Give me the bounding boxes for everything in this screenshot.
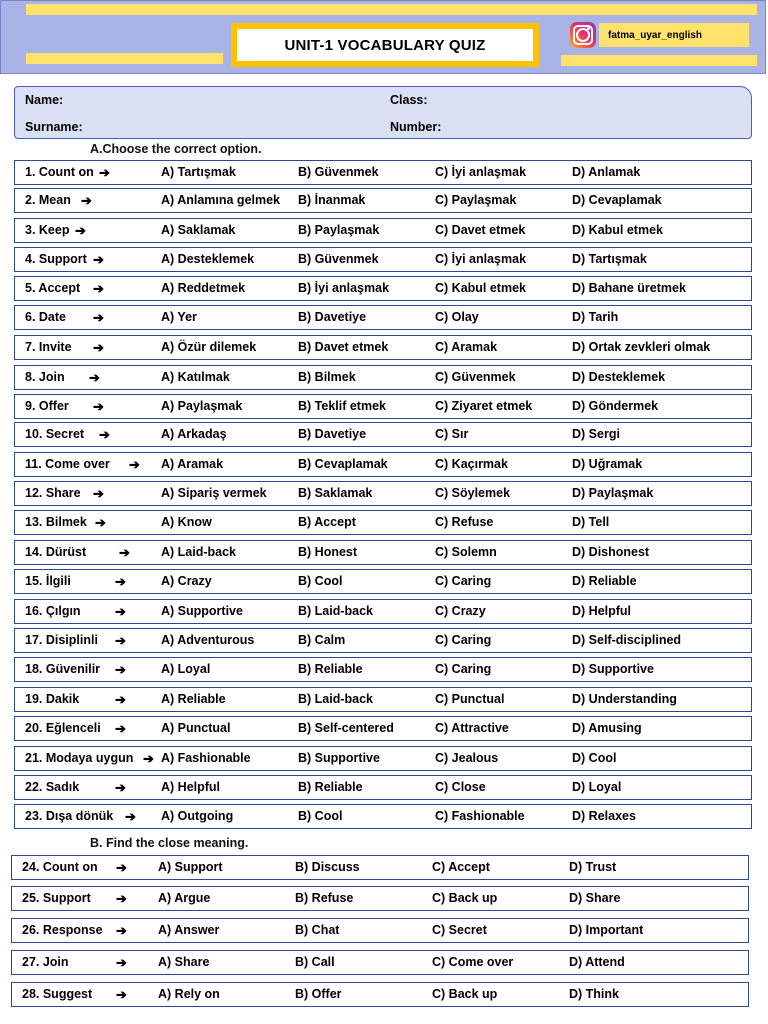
name-label: Name: xyxy=(25,93,64,107)
option-c[interactable]: C) İyi anlaşmak xyxy=(435,165,527,179)
right-arrow-icon: ➔ xyxy=(95,515,106,530)
option-c[interactable]: C) Fashionable xyxy=(435,809,525,823)
option-b[interactable]: B) Güvenmek xyxy=(298,165,379,179)
option-b[interactable]: B) Reliable xyxy=(298,662,363,676)
right-arrow-icon: ➔ xyxy=(129,457,140,472)
section-b-heading: B. Find the close meaning. xyxy=(90,836,249,850)
option-b[interactable]: B) Refuse xyxy=(295,891,354,905)
right-arrow-icon: ➔ xyxy=(116,923,127,938)
option-a[interactable]: A) Arkadaş xyxy=(161,427,227,441)
option-a[interactable]: A) Paylaşmak xyxy=(161,399,243,413)
option-c[interactable]: C) Olay xyxy=(435,310,479,324)
question-prompt: 1. Count on xyxy=(25,165,94,179)
right-arrow-icon: ➔ xyxy=(81,193,92,208)
question-prompt: 5. Accept xyxy=(25,281,81,295)
right-arrow-icon: ➔ xyxy=(119,545,130,560)
option-d[interactable]: D) Reliable xyxy=(572,574,637,588)
question-prompt: 24. Count on xyxy=(22,860,98,874)
question-prompt: 23. Dışa dönük xyxy=(25,809,114,823)
option-d[interactable]: D) Sergi xyxy=(572,427,620,441)
right-arrow-icon: ➔ xyxy=(115,574,126,589)
option-b[interactable]: B) Laid-back xyxy=(298,692,374,706)
question-prompt: 15. İlgili xyxy=(25,574,71,588)
right-arrow-icon: ➔ xyxy=(93,486,104,501)
option-c[interactable]: C) Back up xyxy=(432,987,498,1001)
option-d[interactable]: D) Göndermek xyxy=(572,399,659,413)
option-a[interactable]: A) Reddetmek xyxy=(161,281,246,295)
option-d[interactable]: D) Dishonest xyxy=(572,545,650,559)
option-a[interactable]: A) Helpful xyxy=(161,780,221,794)
question-row xyxy=(14,481,752,506)
option-b[interactable]: B) Supportive xyxy=(298,751,380,765)
option-b[interactable]: B) Davet etmek xyxy=(298,340,389,354)
option-a[interactable]: A) Yer xyxy=(161,310,197,324)
question-row xyxy=(14,804,752,829)
option-b[interactable]: B) Honest xyxy=(298,545,358,559)
question-row xyxy=(14,510,752,535)
option-c[interactable]: C) İyi anlaşmak xyxy=(435,252,527,266)
right-arrow-icon: ➔ xyxy=(115,604,126,619)
question-row xyxy=(11,886,749,911)
option-c[interactable]: C) Caring xyxy=(435,662,492,676)
option-a[interactable]: A) Know xyxy=(161,515,212,529)
question-row xyxy=(14,569,752,594)
option-d[interactable]: D) Relaxes xyxy=(572,809,636,823)
question-row xyxy=(14,422,752,447)
option-b[interactable]: B) Güvenmek xyxy=(298,252,379,266)
option-b[interactable]: B) Calm xyxy=(298,633,346,647)
option-a[interactable]: A) Reliable xyxy=(161,692,226,706)
right-arrow-icon: ➔ xyxy=(116,987,127,1002)
option-c[interactable]: C) Accept xyxy=(432,860,490,874)
question-prompt: 22. Sadık xyxy=(25,780,80,794)
option-a[interactable]: A) Loyal xyxy=(161,662,211,676)
right-arrow-icon: ➔ xyxy=(115,662,126,677)
option-a[interactable]: A) Argue xyxy=(158,891,211,905)
option-a[interactable]: A) Adventurous xyxy=(161,633,255,647)
option-d[interactable]: D) Attend xyxy=(569,955,625,969)
question-row xyxy=(14,599,752,624)
question-row xyxy=(11,855,749,880)
option-c[interactable]: C) Close xyxy=(435,780,486,794)
option-d[interactable]: D) Tartışmak xyxy=(572,252,647,266)
question-prompt: 11. Come over xyxy=(25,457,110,471)
option-b[interactable]: B) İnanmak xyxy=(298,193,366,207)
number-label: Number: xyxy=(390,120,442,134)
question-row xyxy=(14,218,752,243)
question-prompt: 25. Support xyxy=(22,891,91,905)
option-a[interactable]: A) Rely on xyxy=(158,987,220,1001)
option-b[interactable]: B) Laid-back xyxy=(298,604,374,618)
question-prompt: 3. Keep xyxy=(25,223,70,237)
question-row xyxy=(14,394,752,419)
question-row xyxy=(14,657,752,682)
option-c[interactable]: C) Güvenmek xyxy=(435,370,516,384)
decorative-strip xyxy=(561,55,757,66)
decorative-strip xyxy=(26,53,223,64)
option-b[interactable]: B) Cool xyxy=(298,809,343,823)
question-prompt: 18. Güvenilir xyxy=(25,662,101,676)
section-a-heading: A.Choose the correct option. xyxy=(90,142,262,156)
option-c[interactable]: C) Sır xyxy=(435,427,469,441)
right-arrow-icon: ➔ xyxy=(125,809,136,824)
question-prompt: 4. Support xyxy=(25,252,87,266)
option-a[interactable]: A) Punctual xyxy=(161,721,231,735)
question-row xyxy=(14,365,752,390)
option-d[interactable]: D) Share xyxy=(569,891,621,905)
option-b[interactable]: B) Call xyxy=(295,955,335,969)
right-arrow-icon: ➔ xyxy=(93,340,104,355)
question-row xyxy=(14,188,752,213)
question-row xyxy=(14,775,752,800)
right-arrow-icon: ➔ xyxy=(115,692,126,707)
question-row xyxy=(14,746,752,771)
option-d[interactable]: D) Ortak zevkleri olmak xyxy=(572,340,711,354)
question-prompt: 17. Disiplinli xyxy=(25,633,98,647)
question-row xyxy=(11,950,749,975)
question-row xyxy=(14,716,752,741)
question-row xyxy=(14,335,752,360)
right-arrow-icon: ➔ xyxy=(116,891,127,906)
option-d[interactable]: D) Bahane üretmek xyxy=(572,281,686,295)
right-arrow-icon: ➔ xyxy=(89,370,100,385)
surname-label: Surname: xyxy=(25,120,83,134)
right-arrow-icon: ➔ xyxy=(115,780,126,795)
option-b[interactable]: B) Saklamak xyxy=(298,486,373,500)
question-row xyxy=(14,687,752,712)
right-arrow-icon: ➔ xyxy=(75,223,86,238)
question-prompt: 2. Mean xyxy=(25,193,71,207)
option-a[interactable]: A) Anlamına gelmek xyxy=(161,193,281,207)
header-banner xyxy=(0,0,766,74)
question-prompt: 27. Join xyxy=(22,955,69,969)
option-a[interactable]: A) Katılmak xyxy=(161,370,230,384)
option-b[interactable]: B) Bilmek xyxy=(298,370,356,384)
question-prompt: 28. Suggest xyxy=(22,987,93,1001)
option-a[interactable]: A) Share xyxy=(158,955,210,969)
question-prompt: 10. Secret xyxy=(25,427,85,441)
option-a[interactable]: A) Özür dilemek xyxy=(161,340,257,354)
option-c[interactable]: C) Come over xyxy=(432,955,514,969)
option-d[interactable]: D) Cool xyxy=(572,751,617,765)
option-c[interactable]: C) Jealous xyxy=(435,751,499,765)
option-d[interactable]: D) Tarih xyxy=(572,310,619,324)
question-prompt: 8. Join xyxy=(25,370,65,384)
option-d[interactable]: D) Paylaşmak xyxy=(572,486,654,500)
class-label: Class: xyxy=(390,93,428,107)
option-d[interactable]: D) Helpful xyxy=(572,604,632,618)
option-c[interactable]: C) Refuse xyxy=(435,515,494,529)
option-b[interactable]: B) Teklif etmek xyxy=(298,399,386,413)
social-handle: fatma_uyar_english xyxy=(599,23,749,47)
question-row xyxy=(14,160,752,185)
option-c[interactable]: C) Kabul etmek xyxy=(435,281,526,295)
decorative-strip xyxy=(26,4,757,15)
option-c[interactable]: C) Söylemek xyxy=(435,486,511,500)
option-a[interactable]: A) Tartışmak xyxy=(161,165,236,179)
option-b[interactable]: B) Paylaşmak xyxy=(298,223,380,237)
option-a[interactable]: A) Crazy xyxy=(161,574,212,588)
option-c[interactable]: C) Attractive xyxy=(435,721,509,735)
title-frame xyxy=(231,23,539,67)
right-arrow-icon: ➔ xyxy=(93,252,104,267)
option-d[interactable]: D) Anlamak xyxy=(572,165,641,179)
option-d[interactable]: D) Kabul etmek xyxy=(572,223,663,237)
option-d[interactable]: D) Loyal xyxy=(572,780,622,794)
option-b[interactable]: B) Reliable xyxy=(298,780,363,794)
option-a[interactable]: A) Outgoing xyxy=(161,809,234,823)
question-row xyxy=(11,982,749,1007)
right-arrow-icon: ➔ xyxy=(93,399,104,414)
option-b[interactable]: B) Chat xyxy=(295,923,340,937)
option-b[interactable]: B) Davetiye xyxy=(298,427,367,441)
question-prompt: 14. Dürüst xyxy=(25,545,87,559)
right-arrow-icon: ➔ xyxy=(143,751,154,766)
option-a[interactable]: A) Laid-back xyxy=(161,545,237,559)
question-row xyxy=(11,918,749,943)
option-b[interactable]: B) Offer xyxy=(295,987,342,1001)
question-prompt: 12. Share xyxy=(25,486,81,500)
question-row xyxy=(14,452,752,477)
option-c[interactable]: C) Crazy xyxy=(435,604,486,618)
question-prompt: 21. Modaya uygun xyxy=(25,751,134,765)
quiz-title: UNIT-1 VOCABULARY QUIZ xyxy=(237,29,533,61)
question-prompt: 19. Dakik xyxy=(25,692,80,706)
question-prompt: 9. Offer xyxy=(25,399,69,413)
right-arrow-icon: ➔ xyxy=(99,165,110,180)
option-b[interactable]: B) Cool xyxy=(298,574,343,588)
right-arrow-icon: ➔ xyxy=(115,721,126,736)
option-d[interactable]: D) Trust xyxy=(569,860,617,874)
option-b[interactable]: B) Cevaplamak xyxy=(298,457,388,471)
instagram-icon xyxy=(570,22,596,48)
question-prompt: 26. Response xyxy=(22,923,103,937)
right-arrow-icon: ➔ xyxy=(93,281,104,296)
option-d[interactable]: D) Desteklemek xyxy=(572,370,666,384)
option-d[interactable]: D) Amusing xyxy=(572,721,642,735)
option-b[interactable]: B) Discuss xyxy=(295,860,360,874)
question-prompt: 13. Bilmek xyxy=(25,515,87,529)
option-d[interactable]: D) Important xyxy=(569,923,644,937)
question-row xyxy=(14,247,752,272)
option-d[interactable]: D) Supportive xyxy=(572,662,654,676)
option-c[interactable]: C) Aramak xyxy=(435,340,498,354)
option-b[interactable]: B) Self-centered xyxy=(298,721,394,735)
option-b[interactable]: B) Davetiye xyxy=(298,310,367,324)
right-arrow-icon: ➔ xyxy=(116,860,127,875)
right-arrow-icon: ➔ xyxy=(116,955,127,970)
option-c[interactable]: C) Back up xyxy=(432,891,498,905)
question-prompt: 20. Eğlenceli xyxy=(25,721,101,735)
option-a[interactable]: A) Answer xyxy=(158,923,220,937)
student-info-box xyxy=(14,86,752,139)
right-arrow-icon: ➔ xyxy=(99,427,110,442)
question-row xyxy=(14,540,752,565)
question-prompt: 7. Invite xyxy=(25,340,72,354)
option-a[interactable]: A) Supportive xyxy=(161,604,243,618)
option-c[interactable]: C) Ziyaret etmek xyxy=(435,399,533,413)
right-arrow-icon: ➔ xyxy=(93,310,104,325)
option-a[interactable]: A) Aramak xyxy=(161,457,224,471)
option-c[interactable]: C) Punctual xyxy=(435,692,505,706)
option-d[interactable]: D) Self-disciplined xyxy=(572,633,682,647)
option-b[interactable]: B) İyi anlaşmak xyxy=(298,281,390,295)
option-d[interactable]: D) Think xyxy=(569,987,619,1001)
option-a[interactable]: A) Support xyxy=(158,860,223,874)
option-c[interactable]: C) Kaçırmak xyxy=(435,457,508,471)
option-a[interactable]: A) Fashionable xyxy=(161,751,251,765)
option-d[interactable]: D) Tell xyxy=(572,515,610,529)
option-a[interactable]: A) Desteklemek xyxy=(161,252,255,266)
question-row xyxy=(14,276,752,301)
option-d[interactable]: D) Cevaplamak xyxy=(572,193,662,207)
question-row xyxy=(14,628,752,653)
option-a[interactable]: A) Sipariş vermek xyxy=(161,486,267,500)
option-d[interactable]: D) Uğramak xyxy=(572,457,643,471)
option-c[interactable]: C) Secret xyxy=(432,923,487,937)
right-arrow-icon: ➔ xyxy=(115,633,126,648)
option-c[interactable]: C) Caring xyxy=(435,633,492,647)
question-row xyxy=(14,305,752,330)
option-c[interactable]: C) Davet etmek xyxy=(435,223,526,237)
option-a[interactable]: A) Saklamak xyxy=(161,223,236,237)
option-c[interactable]: C) Caring xyxy=(435,574,492,588)
question-prompt: 6. Date xyxy=(25,310,66,324)
option-c[interactable]: C) Paylaşmak xyxy=(435,193,517,207)
option-d[interactable]: D) Understanding xyxy=(572,692,677,706)
option-c[interactable]: C) Solemn xyxy=(435,545,497,559)
question-prompt: 16. Çılgın xyxy=(25,604,81,618)
option-b[interactable]: B) Accept xyxy=(298,515,356,529)
